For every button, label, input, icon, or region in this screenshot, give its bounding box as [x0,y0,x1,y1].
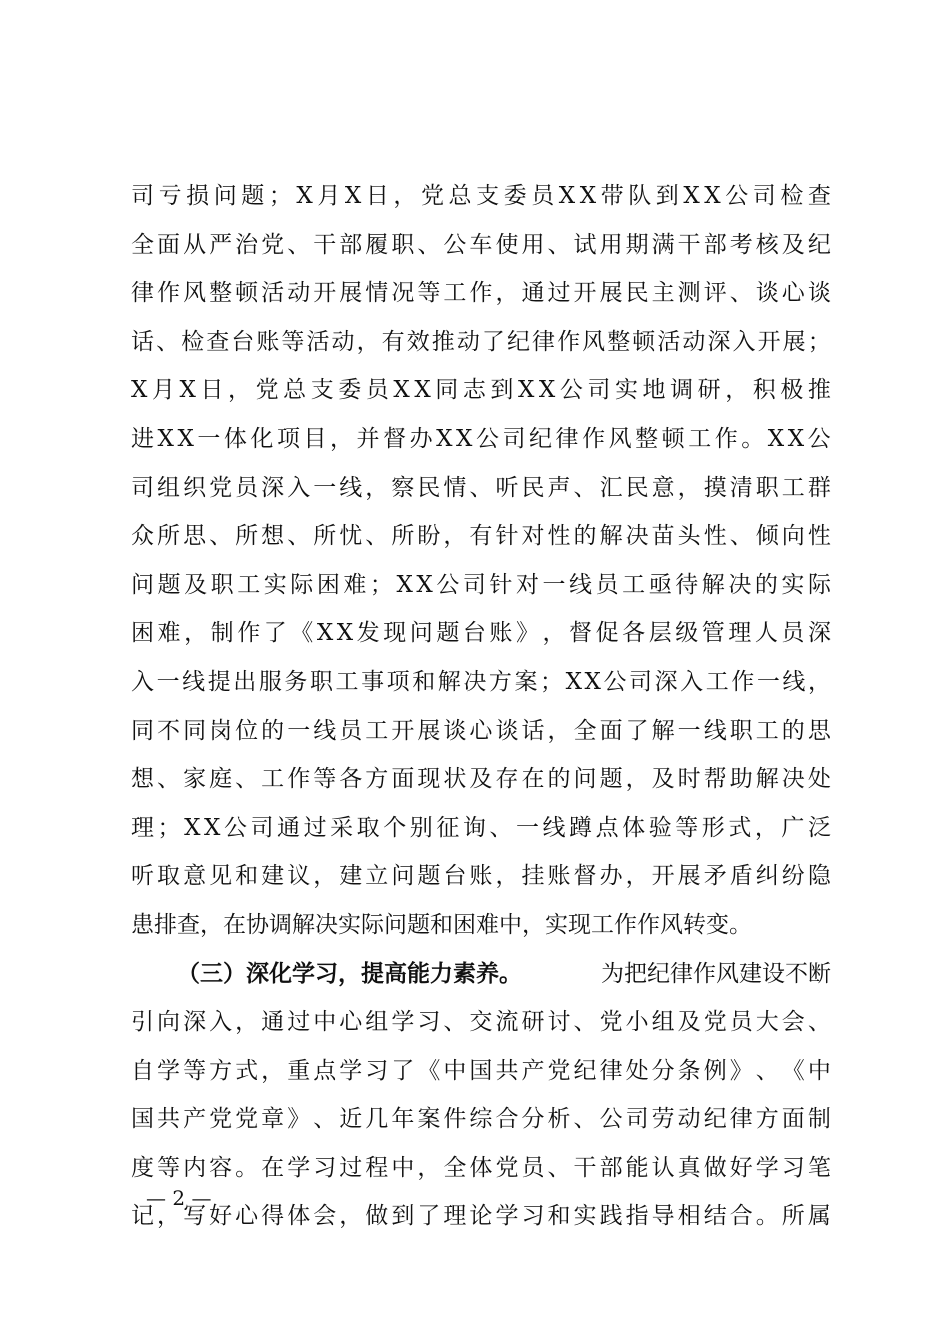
section-first-line [131,950,831,999]
text-line: 记 ， 写 好 心 得 体 会 ， 做 到 了 理 论 学 习 和 实 践 指 导 相 结 合 。 所 属 [131,1203,831,1230]
text-line: 想 、 家 庭 、 工 作 等 各 方 面 现 状 及 存 在 的 问 题 ， 及 时 帮 助 解 决 处 [131,766,831,793]
text-line: 度 等 内 容 。 在 学 习 过 程 中 ， 全 体 党 员 、 干 部 能 认 真 做 好 学 习 笔 [131,1154,831,1181]
section-first-line-rest: 为把纪律作风建设不断 [601,960,831,987]
text-line: 听 取 意 见 和 建 议 ， 建 立 问 题 台 账 ， 挂 账 督 办 ， 开 展 矛 盾 纠 纷 隐 [131,863,831,890]
text-line: 律 作 风 整 顿 活 动 开 展 情 况 等 工 作 ， 通 过 开 展 民 主 测 评 、 谈 心 谈 [131,280,831,307]
text-line: 同 不 同 岗 位 的 一 线 员 工 开 展 谈 心 谈 话 ， 全 面 了 解 一 线 职 工 的 思 [131,717,831,744]
text-line: X 月 X 日 ， 党 总 支 委 员 X X 同 志 到 X X 公 司 实 地 调 研 ， 积 极 推 [131,377,831,404]
text-line: 问 题 及 职 工 实 际 困 难 ； X X 公 司 针 对 一 线 员 工 亟 待 解 决 的 实 际 [131,571,831,598]
text-line: 全 面 从 严 治 党 、 干 部 履 职 、 公 车 使 用 、 试 用 期 满 干 部 考 核 及 纪 [131,231,831,258]
text-line: 入 一 线 提 出 服 务 职 工 事 项 和 解 决 方 案 ； X X 公 司 深 入 工 作 一 线 ， [131,668,831,695]
text-line: 司 亏 损 问 题 ； X 月 X 日 ， 党 总 支 委 员 X X 带 队 到 X X 公 司 检 查 [131,183,831,209]
text-line: 困 难 ， 制 作 了 《 X X 发 现 问 题 台 账 》 ， 督 促 各 层 级 管 理 人 员 深 [131,620,831,647]
page-number: — 2 — [146,1186,212,1210]
text-line: 患排查，在协调解决实际问题和困难中，实现工作作风转变。 [131,911,752,938]
text-line: 自 学 等 方 式 ， 重 点 学 习 了 《 中 国 共 产 党 纪 律 处 分 条 例 》 、 《 中 [131,1057,831,1084]
section-heading: （三）深化学习，提高能力素养。 [177,959,522,987]
text-line: 话 、 检 查 台 账 等 活 动 ， 有 效 推 动 了 纪 律 作 风 整 顿 活 动 深 入 开 展 ； [131,328,831,355]
text-line: 司 组 织 党 员 深 入 一 线 ， 察 民 情 、 听 民 声 、 汇 民 意 ， 摸 清 职 工 群 [131,474,831,501]
text-line: 国 共 产 党 党 章 》 、 近 几 年 案 件 综 合 分 析 、 公 司 劳 动 纪 律 方 面 制 [131,1106,831,1133]
text-line: 众 所 思 、 所 想 、 所 忧 、 所 盼 ， 有 针 对 性 的 解 决 苗 头 性 、 倾 向 性 [131,523,831,550]
text-line: 进 X X 一 体 化 项 目 ， 并 督 办 X X 公 司 纪 律 作 风 整 顿 工 作 。 X X 公 [131,425,831,452]
text-line: 理 ； X X 公 司 通 过 采 取 个 别 征 询 、 一 线 蹲 点 体 验 等 形 式 ， 广 泛 [131,814,831,841]
body-text [131,172,831,1241]
text-line: 引 向 深 入 ， 通 过 中 心 组 学 习 、 交 流 研 讨 、 党 小 组 及 党 员 大 会 、 [131,1009,831,1036]
